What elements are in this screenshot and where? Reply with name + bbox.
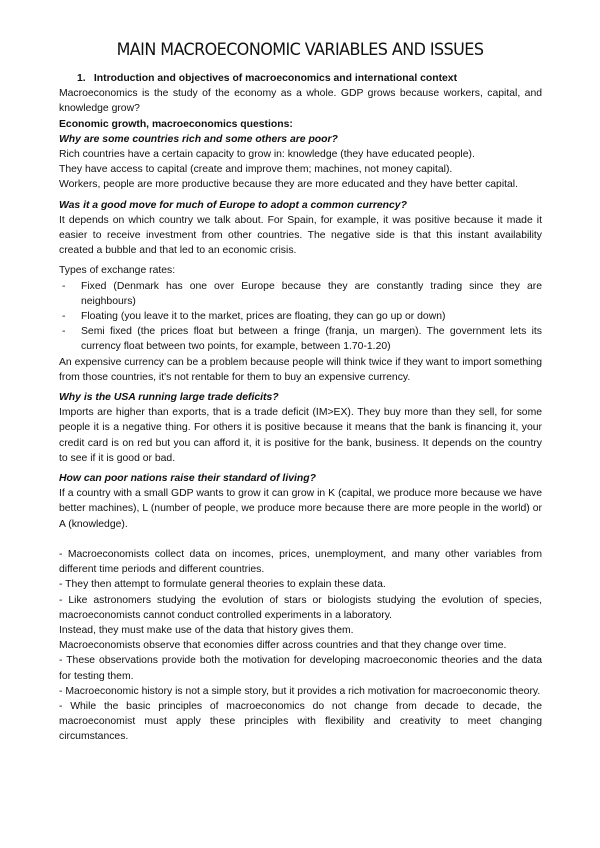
list-item: - Semi fixed (the prices float but between a fringe (franja, un margen). The government lets its currency float between two points, for example, between 1.70-1.20): [59, 324, 542, 354]
exchange-note: An expensive currency can be a problem because people will think twice if they want to import something from those countries, it's not rentable for them to buy an expensive currency.: [59, 356, 542, 383]
exchange-rates-list: [59, 279, 542, 355]
list-item: - Fixed (Denmark has one over Europe because they are constantly trading since they are neighbours): [59, 279, 542, 309]
growth-heading: Economic growth, macroeconomics questions:: [59, 118, 293, 130]
section-number: 1.: [77, 73, 86, 84]
common-currency-answer: It depends on which country we talk about. For Spain, for example, it was positive because it made it easier to receive investment from other countries. The negative side is that this instant availability created a bubble and that led to an economic crisis.: [59, 214, 542, 257]
poor-nations-answer: If a country with a small GDP wants to grow it can grow in K (capital, we produce more because we have better machines), L (number of people, we produce more because there are more people in the world) or A (knowledge).: [59, 488, 542, 530]
rich-line-3: Workers, people are more productive because they are more educated and they have better capital.: [59, 179, 518, 191]
section-heading-text: Introduction and objectives of macroeconomics and international context: [93, 73, 458, 84]
question-rich-poor: Why are some countries rich and some others are poor?: [59, 133, 338, 145]
note-paragraph: - These observations provide both the motivation for developing macroeconomic theories and the data for testing them.: [59, 655, 542, 682]
page-title: MAIN MACROECONOMIC VARIABLES AND ISSUES: [116, 40, 484, 60]
list-item: - Floating (you leave it to the market, prices are floating, they can go up or down): [59, 309, 542, 324]
question-common-currency: Was it a good move for much of Europe to adopt a common currency?: [59, 199, 407, 211]
rich-line-2: They have access to capital (create and improve them; machines, not money capital).: [59, 164, 453, 176]
rich-line-1: Rich countries have a certain capacity to grow in: knowledge (they have educated people).: [59, 149, 475, 161]
note-paragraph: - Like astronomers studying the evolution of stars or biologists studying the evolution of species, macroeconomists cannot conduct controlled experiments in a laboratory.: [59, 594, 542, 621]
section-heading: [59, 71, 542, 86]
question-poor-nations: How can poor nations raise their standard of living?: [59, 473, 316, 485]
exchange-rates-label: Types of exchange rates:: [59, 265, 176, 277]
note-paragraph: - While the basic principles of macroeconomics do not change from decade to decade, the macroeconomist must apply these principles with flexibility and creativity to meet changing circumstances.: [59, 700, 542, 743]
intro-paragraph: Macroeconomics is the study of the economy as a whole. GDP grows because workers, capital, and knowledge grow?: [59, 88, 542, 115]
question-trade-deficits: Why is the USA running large trade deficits?: [59, 392, 279, 404]
trade-deficits-answer: Imports are higher than exports, that is a trade deficit (IM>EX). They buy more than they sell, for some people it is a negative thing. For others it is positive because it means that the bank is financing it, your credit card is on red but you can afford it, it is positive for the bank, business. It depends on the country to see if it is good or bad.: [59, 407, 542, 464]
note-paragraph: Instead, they must make use of the data that history gives them.: [59, 624, 354, 636]
document-body: [59, 71, 542, 745]
note-paragraph: Macroeconomists observe that economies differ across countries and that they change over time.: [59, 640, 507, 652]
note-paragraph: - Macroeconomic history is not a simple story, but it provides a rich motivation for macroeconomic theory.: [59, 685, 541, 697]
note-paragraph: - Macroeconomists collect data on incomes, prices, unemployment, and many other variables from different time periods and different countries.: [59, 548, 542, 576]
note-paragraph: - They then attempt to formulate general theories to explain these data.: [59, 579, 386, 591]
